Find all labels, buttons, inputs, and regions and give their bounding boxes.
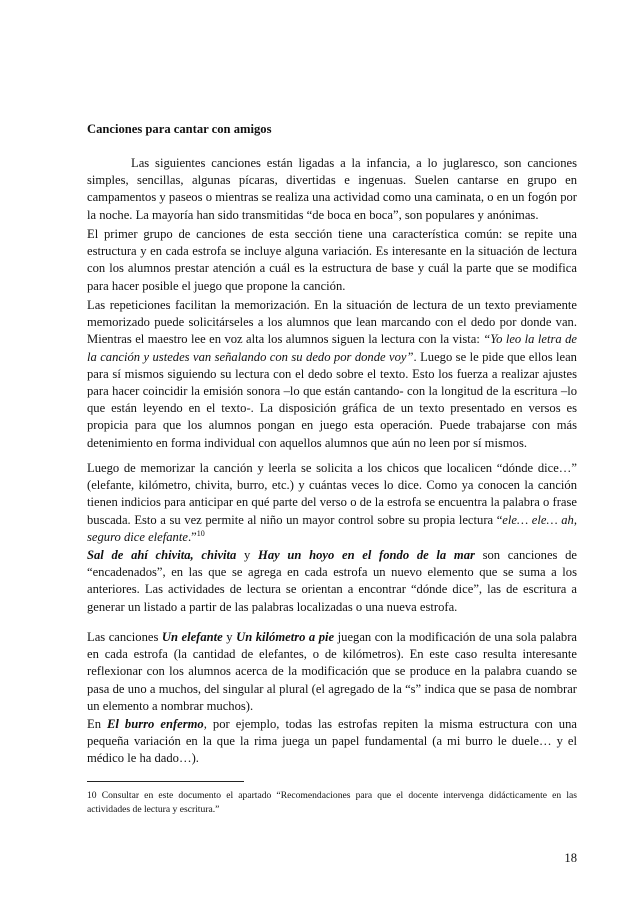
paragraph-single-word-text-a: Las canciones — [87, 630, 162, 644]
paragraph-single-word — [87, 629, 577, 715]
paragraph-repetitions-text-a: Las repeticiones facilitan la memorización. En la situación de lectura de un texto previamente memorizado puede solicitárseles a los alumnos que lean marcando con el dedo por donde van. Mientras el maestro lee en voz alta los alumnos siguen la lectura con la vista: — [87, 298, 577, 347]
paragraph-locate-text-b: .” — [187, 529, 197, 544]
footnote-separator — [87, 781, 244, 782]
paragraph-locate-text-a: Luego de memorizar la canción y leerla se solicita a los chicos que localicen “dónde dice…” (elefante, kilómetro, chivita, burro, etc.) y cuántas veces lo dice. Como ya conocen la canción tienen indicios para anticipar en qué parte del verso o de la estrofa se encuentra la palabra o frase buscada. Esto a su vez permite al niño un mayor control sobre su propia lectura “ — [87, 461, 577, 527]
paragraph-chained-songs-text: son canciones de “encadenados”, en las que se agrega en cada estrofa un nuevo elemento que se suma a los anteriores. Las actividades de lectura se orientan a encontrar “dónde dice”, las de escritura a generar un listado a partir de las palabras localizadas o una nueva estrofa. — [87, 548, 578, 614]
paragraph-burro-text: , por ejemplo, todas las estrofas repiten la misma estructura con una pequeña variación en la que la rima juega un papel fundamental (a mi burro le duele… y el médico le ha dado…). — [87, 717, 577, 766]
paragraph-structure: El primer grupo de canciones de esta sección tiene una característica común: se repite una estructura y en cada estrofa se incluye alguna variación. Es interesante en la situación de lectura con los alumnos prestar atención a cuál es la estructura de base y cuál la parte que se modifica para hacer posible el juego que propone la canción. — [87, 227, 577, 293]
section-title: Canciones para cantar con amigos — [87, 122, 272, 136]
paragraph-intro: Las siguientes canciones están ligadas a la infancia, a lo juglaresco, son canciones simples, sencillas, algunas pícaras, divertidas e ingenuas. Suelen cantarse en grupo en campamentos y paseos o mientras se realiza una actividad como una caminata, o en un fogón por la noche. La mayoría han sido transmitidas “de boca en boca”, son populares y anónimas. — [87, 156, 577, 222]
paragraph-burro-text-a: En — [87, 717, 108, 731]
paragraph-single-word-text: juegan con la modificación de una sola palabra en cada estrofa (la cantidad de elefantes, o de kilómetros). En este caso resulta interesante reflexionar con los alumnos acerca de la modificación que se produce en la palabra cuando se pasa de uno a muchos, del singular al plural (el agregado de la “s” indica que se pasa de nombrar un elemento a nombrar muchos). — [87, 630, 578, 713]
footnote-ref[interactable]: 10 — [196, 528, 205, 538]
song-title-kilometro: Un kilómetro a pie — [236, 630, 335, 644]
paragraph-repetitions-text-b: . Luego se le pide que ellos lean para sí mismos siguiendo su lectura con el dedo sobre el texto. Esto los fuerza a realizar ajustes para hacer coincidir la emisión sonora –lo que están cantando- con la longitud de la escritura –lo que están leyendo en el texto-. La disposición gráfica de un texto presentado en versos es propicia para que los alumnos pongan en juego esta operación. Puede trabajarse con más detenimiento en forma individual con aquellos alumnos que aún no leen por sí mismos. — [87, 349, 577, 450]
conjunction: y — [236, 548, 259, 562]
footnote: 10 Consultar en este documento el apartado “Recomendaciones para que el docente intervenga didácticamente en las actividades de lectura y escritura.” — [87, 790, 577, 815]
child-reading-quote: ele… ele… ah, seguro dice elefante — [87, 512, 577, 544]
paragraph-burro — [87, 716, 577, 768]
song-title-elefante: Un elefante — [161, 630, 223, 644]
paragraph-chained-songs — [87, 547, 577, 616]
paragraph-repetitions — [87, 297, 577, 452]
page-number: 18 — [564, 851, 577, 865]
song-title-burro: El burro enfermo — [107, 717, 204, 731]
conjunction: y — [222, 630, 237, 644]
teacher-quote: “Yo leo la letra de la canción y ustedes van señalando con su dedo por donde voy” — [87, 332, 577, 364]
paragraph-locate — [87, 460, 577, 546]
song-title-chivita: Sal de ahí chivita, chivita — [87, 548, 237, 562]
song-title-hoyo: Hay un hoyo en el fondo de la mar — [258, 548, 475, 562]
